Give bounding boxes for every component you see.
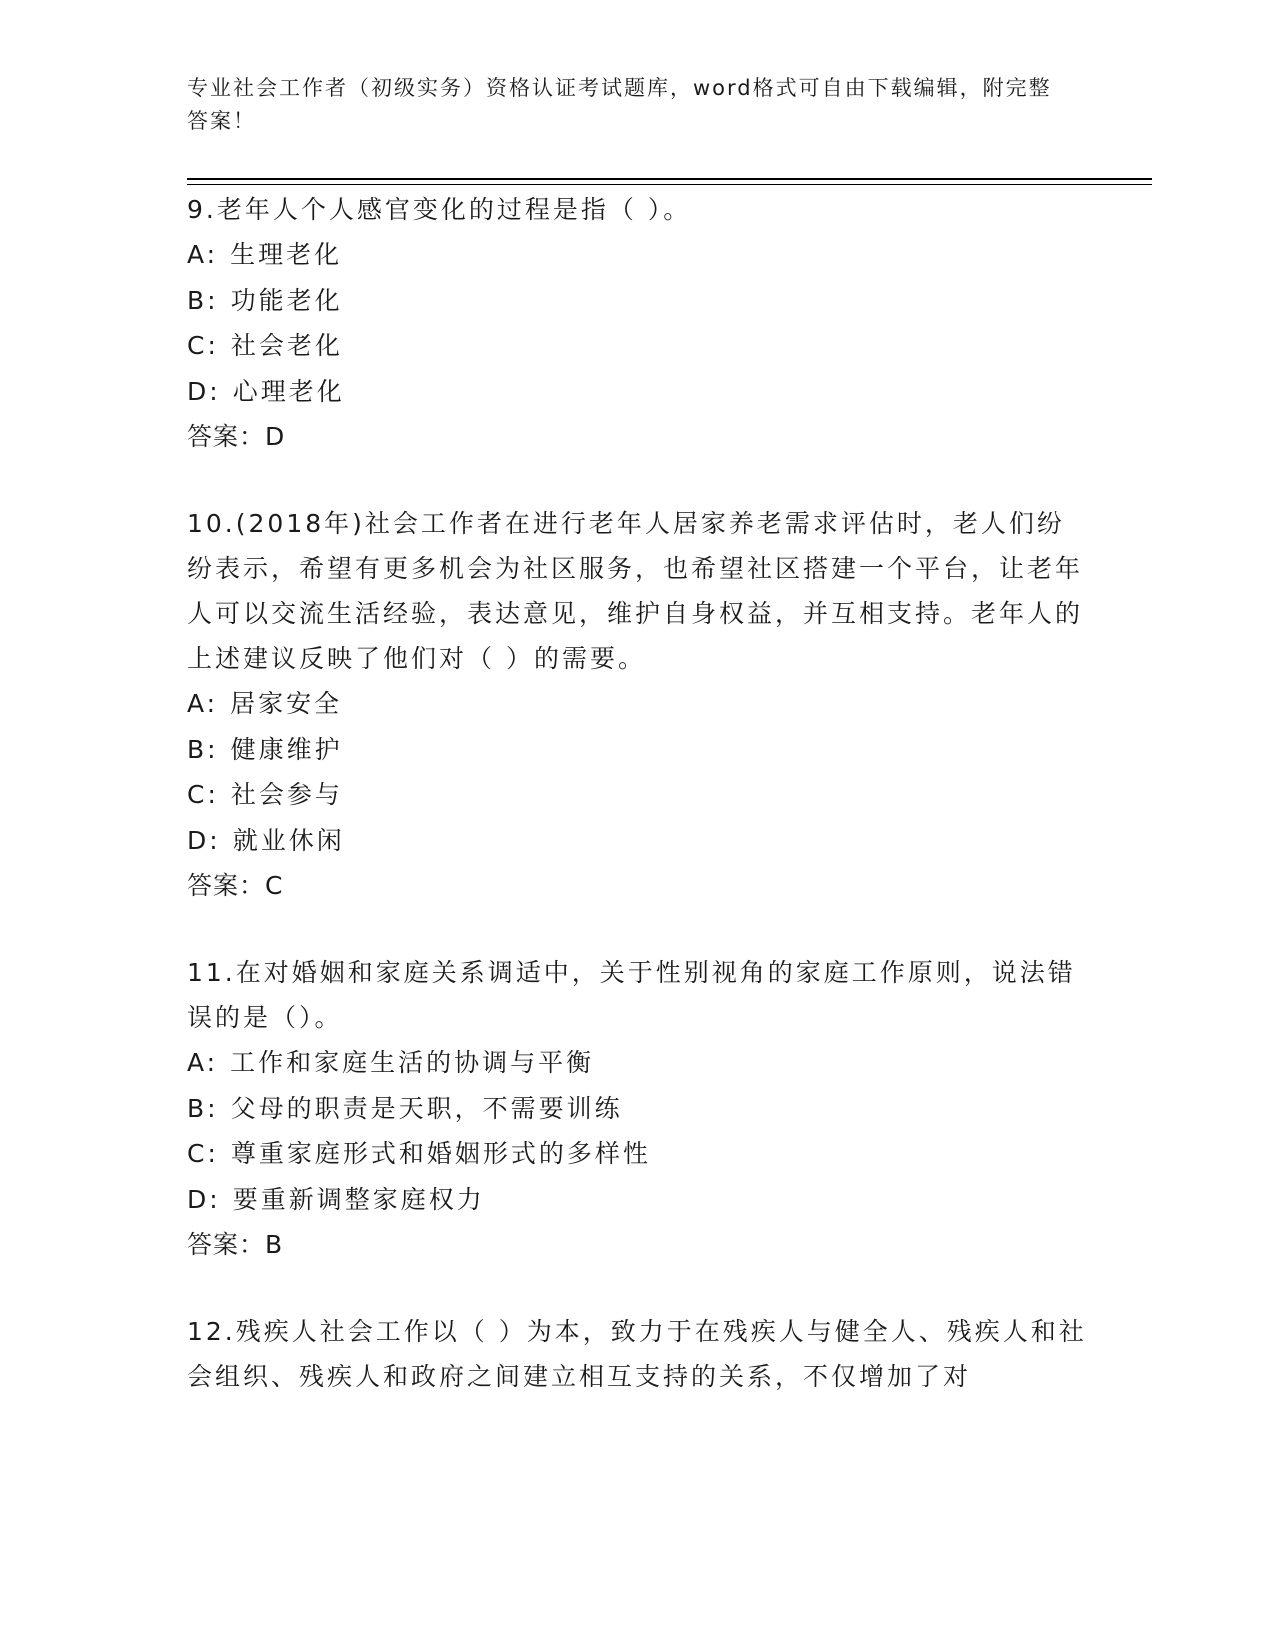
option-text: 要重新调整家庭权力 [232,1184,485,1214]
option-d [187,1177,1087,1223]
question-10 [187,501,1087,908]
header-divider-thin [187,184,1152,185]
question-text: 12.残疾人社会工作以（ ）为本，致力于在残疾人与健全人、残疾人和社会组织、残疾人和政府之间建立相互支持的关系，不仅增加了对 [187,1317,1087,1391]
option-text: 生理老化 [230,240,343,269]
option-c [187,772,1087,818]
option-letter: D: [187,376,221,406]
question-list [187,187,1087,1399]
option-c [187,323,1087,369]
document-header: 专业社会工作者（初级实务）资格认证考试题库，word格式可自由下载编辑，附完整答案！ [187,76,1052,133]
option-a [187,1040,1087,1086]
question-9 [187,187,1087,459]
option-letter: B: [187,285,219,315]
option-b [187,1086,1087,1132]
option-c [187,1131,1087,1177]
option-letter: B: [187,734,219,764]
answer-line: 答案：D [187,422,286,451]
question-spacer [187,908,1087,950]
option-text: 父母的职责是天职，不需要训练 [230,1093,623,1123]
option-letter: A: [187,240,219,269]
option-b [187,727,1087,773]
question-text: 10.(2018年)社会工作者在进行老年人居家养老需求评估时，老人们纷纷表示，希望有更多机会为社区服务，也希望社区搭建一个平台，让老年人可以交流生活经验，表达意见，维护自身权益，并互相支持。老年人的上述建议反映了他们对（ ）的需要。 [187,509,1084,673]
answer-line: 答案：B [187,1230,284,1259]
answer-line: 答案：C [187,871,284,900]
question-spacer [187,1267,1087,1309]
question-spacer [187,459,1087,501]
option-a [187,232,1087,278]
option-letter: C: [187,331,219,360]
option-text: 居家安全 [230,689,343,718]
question-text: 11.在对婚姻和家庭关系调适中，关于性别视角的家庭工作原则，说法错误的是（）。 [187,958,1076,1032]
header-divider-thick [187,178,1152,180]
option-d [187,369,1087,415]
option-text: 就业休闲 [232,825,345,855]
option-letter: D: [187,825,221,855]
option-letter: C: [187,780,219,809]
option-letter: D: [187,1184,221,1214]
option-text: 心理老化 [232,376,345,406]
option-text: 社会老化 [230,331,343,360]
option-letter: B: [187,1093,219,1123]
question-12 [187,1309,1087,1399]
option-letter: C: [187,1139,219,1168]
question-text: 9.老年人个人感官变化的过程是指（ ）。 [187,195,692,224]
option-text: 健康维护 [230,734,343,764]
option-text: 社会参与 [230,780,343,809]
option-d [187,818,1087,864]
question-11 [187,950,1087,1267]
option-b [187,278,1087,324]
option-a [187,681,1087,727]
option-text: 工作和家庭生活的协调与平衡 [230,1048,595,1077]
option-letter: A: [187,1048,219,1077]
option-text: 尊重家庭形式和婚姻形式的多样性 [230,1139,651,1168]
option-letter: A: [187,689,219,718]
option-text: 功能老化 [230,285,343,315]
